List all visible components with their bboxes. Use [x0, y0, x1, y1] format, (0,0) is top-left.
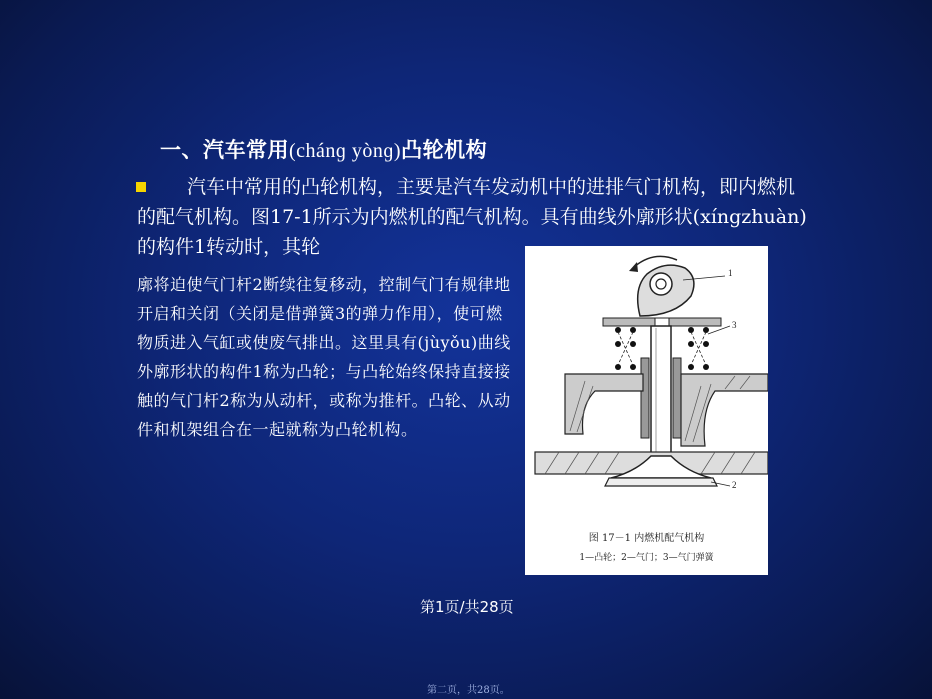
valve-mechanism-drawing — [525, 246, 768, 575]
figure-title: 图 17－1 内燃机配气机构 — [588, 533, 705, 544]
paragraph-2: 廓将迫使气门杆2断续往复移动，控制气门有规律地开启和关闭（关闭是借弹簧3的弹力作用），使可燃物质进入气缸或使废气排出。这里具有(jùyǒu)曲线外廓形状的构件1称为凸轮；与凸轮始终保持直接接触的气门杆2称为从动杆，或称为推杆。凸轮、从动件和机架组合在一起就称为凸轮机构。 — [137, 275, 511, 439]
slide-heading — [160, 134, 487, 164]
footer-note: 第二页，共28页。 — [427, 685, 510, 696]
figure-mark-1: 1 — [728, 268, 733, 278]
heading-suffix: 凸轮机构 — [401, 138, 488, 162]
page-number: 第1页/共28页 — [420, 598, 514, 616]
heading-prefix: 一、汽车常用 — [160, 138, 289, 162]
paragraph-1: 汽车中常用的凸轮机构，主要是汽车发动机中的进排气门机构，即内燃机的配气机构。图17-1所示为内燃机的配气机构。具有曲线外廓形状(xíngzhuàn)的构件1转动时，其轮 — [137, 176, 807, 258]
figure-mark-2: 2 — [732, 480, 737, 490]
figure-valve-mechanism — [525, 246, 768, 575]
figure-legend: 1—凸轮；2—气门；3—气门弹簧 — [579, 553, 714, 563]
heading-pinyin: (chánɡ yònɡ) — [289, 140, 402, 162]
figure-mark-3: 3 — [732, 320, 737, 330]
